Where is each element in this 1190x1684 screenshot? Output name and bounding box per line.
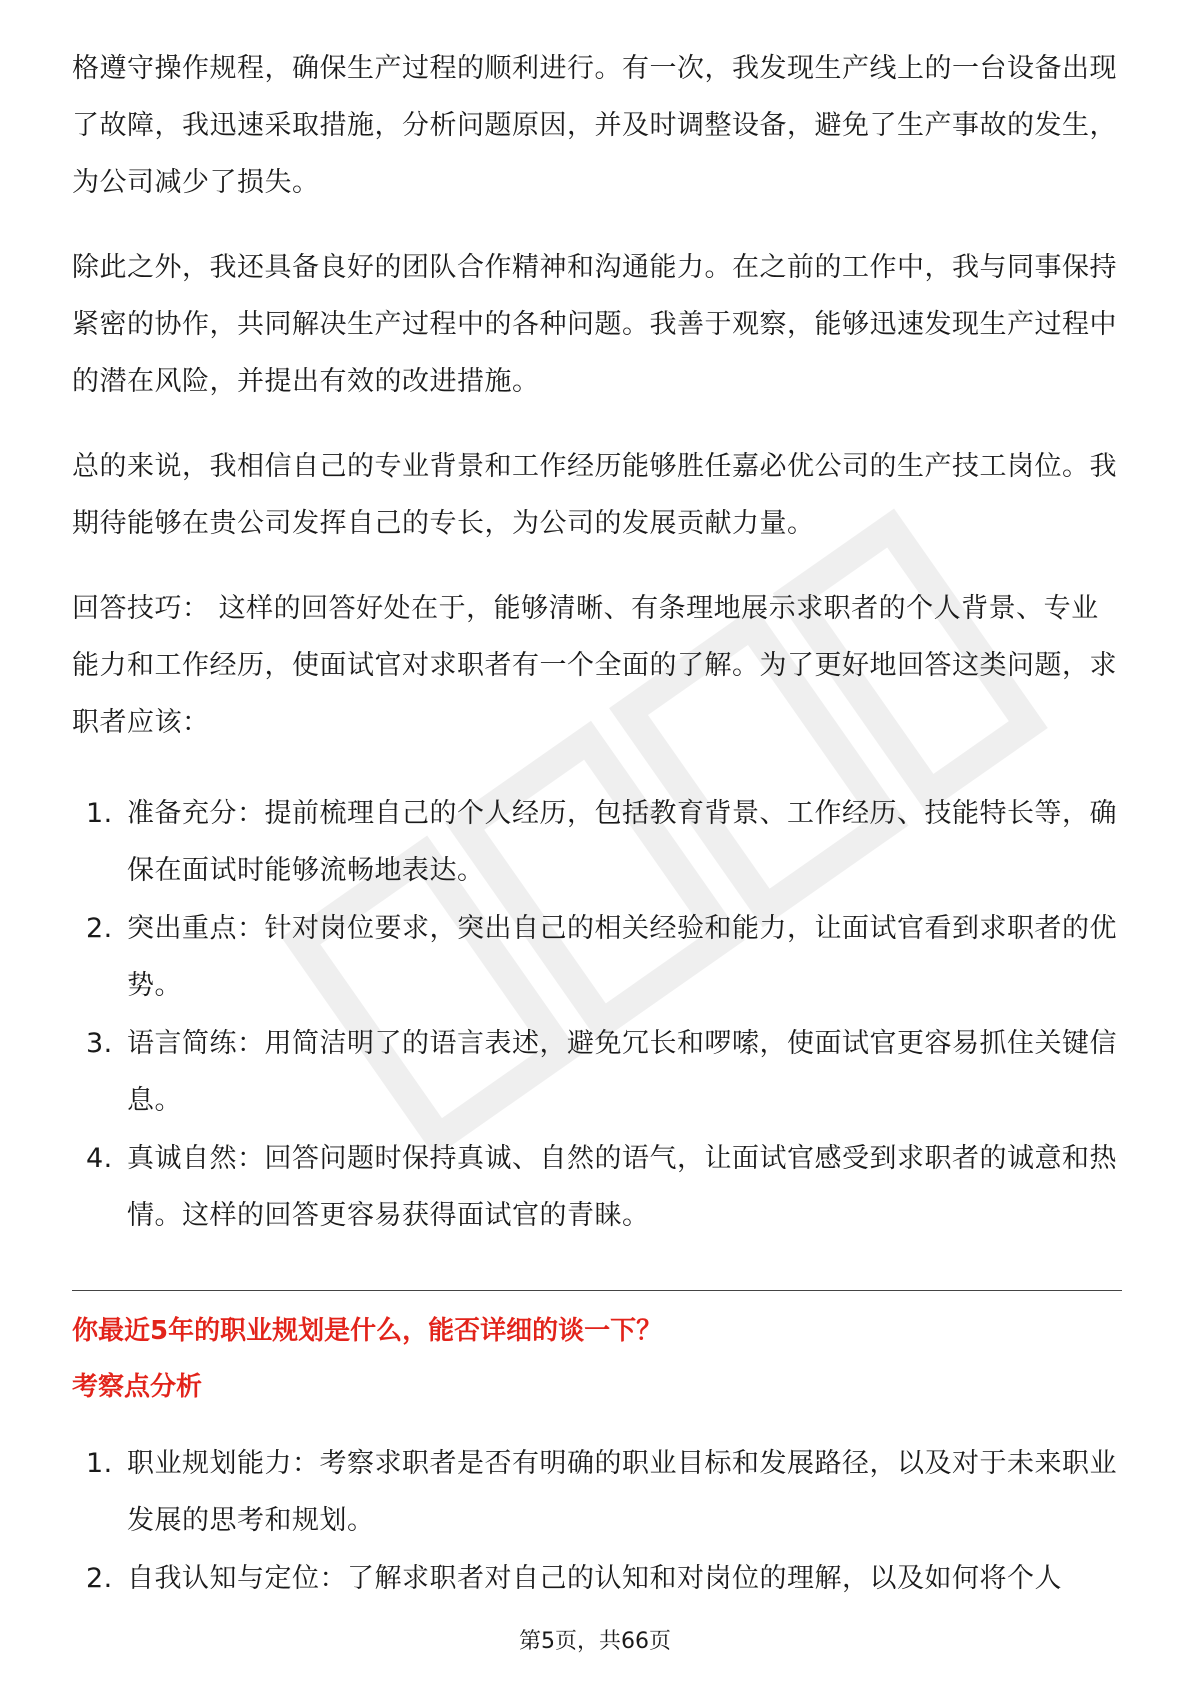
list-number: 1.	[86, 1448, 113, 1479]
main-content	[72, 40, 1122, 1608]
tips-list	[72, 785, 1122, 1244]
list-number: 2.	[86, 1563, 113, 1594]
list-number: 1.	[86, 798, 113, 829]
list-number: 2.	[86, 913, 113, 944]
list-item	[72, 1435, 1122, 1549]
answer-tips-paragraph: 回答技巧： 这样的回答好处在于，能够清晰、有条理地展示求职者的个人背景、专业能力和工作经历，使面试官对求职者有一个全面的了解。为了更好地回答这类问题，求职者应该：	[72, 593, 1117, 738]
paragraph: 格遵守操作规程，确保生产过程的顺利进行。有一次，我发现生产线上的一台设备出现了故障，我迅速采取措施，分析问题原因，并及时调整设备，避免了生产事故的发生，为公司减少了损失。	[72, 53, 1117, 198]
list-item	[72, 785, 1122, 899]
page-footer: 第5页，共66页	[519, 1629, 671, 1654]
section-divider	[72, 1290, 1122, 1291]
analysis-heading: 考察点分析	[72, 1372, 203, 1402]
paragraph: 除此之外，我还具备良好的团队合作精神和沟通能力。在之前的工作中，我与同事保持紧密的协作，共同解决生产过程中的各种问题。我善于观察，能够迅速发现生产过程中的潜在风险，并提出有效的改进措施。	[72, 252, 1117, 397]
paragraph: 总的来说，我相信自己的专业背景和工作经历能够胜任嘉必优公司的生产技工岗位。我期待能够在贵公司发挥自己的专长，为公司的发展贡献力量。	[72, 451, 1117, 539]
list-item	[72, 1550, 1122, 1607]
list-text: 准备充分：提前梳理自己的个人经历，包括教育背景、工作经历、技能特长等，确保在面试时能够流畅地表达。	[127, 798, 1117, 886]
list-text: 职业规划能力：考察求职者是否有明确的职业目标和发展路径，以及对于未来职业发展的思考和规划。	[127, 1448, 1117, 1536]
list-text: 语言简练：用简洁明了的语言表述，避免冗长和啰嗦，使面试官更容易抓住关键信息。	[127, 1028, 1117, 1116]
list-number: 3.	[86, 1028, 113, 1059]
list-item	[72, 900, 1122, 1014]
list-item	[72, 1015, 1122, 1129]
list-text: 自我认知与定位：了解求职者对自己的认知和对岗位的理解，以及如何将个人	[127, 1563, 1062, 1594]
analysis-list	[72, 1435, 1122, 1607]
list-number: 4.	[86, 1143, 113, 1174]
list-text: 突出重点：针对岗位要求，突出自己的相关经验和能力，让面试官看到求职者的优势。	[127, 913, 1117, 1001]
question-heading: 你最近5年的职业规划是什么，能否详细的谈一下？	[72, 1316, 663, 1346]
list-text: 真诚自然：回答问题时保持真诚、自然的语气，让面试官感受到求职者的诚意和热情。这样的回答更容易获得面试官的青睐。	[127, 1143, 1117, 1231]
list-item	[72, 1130, 1122, 1244]
